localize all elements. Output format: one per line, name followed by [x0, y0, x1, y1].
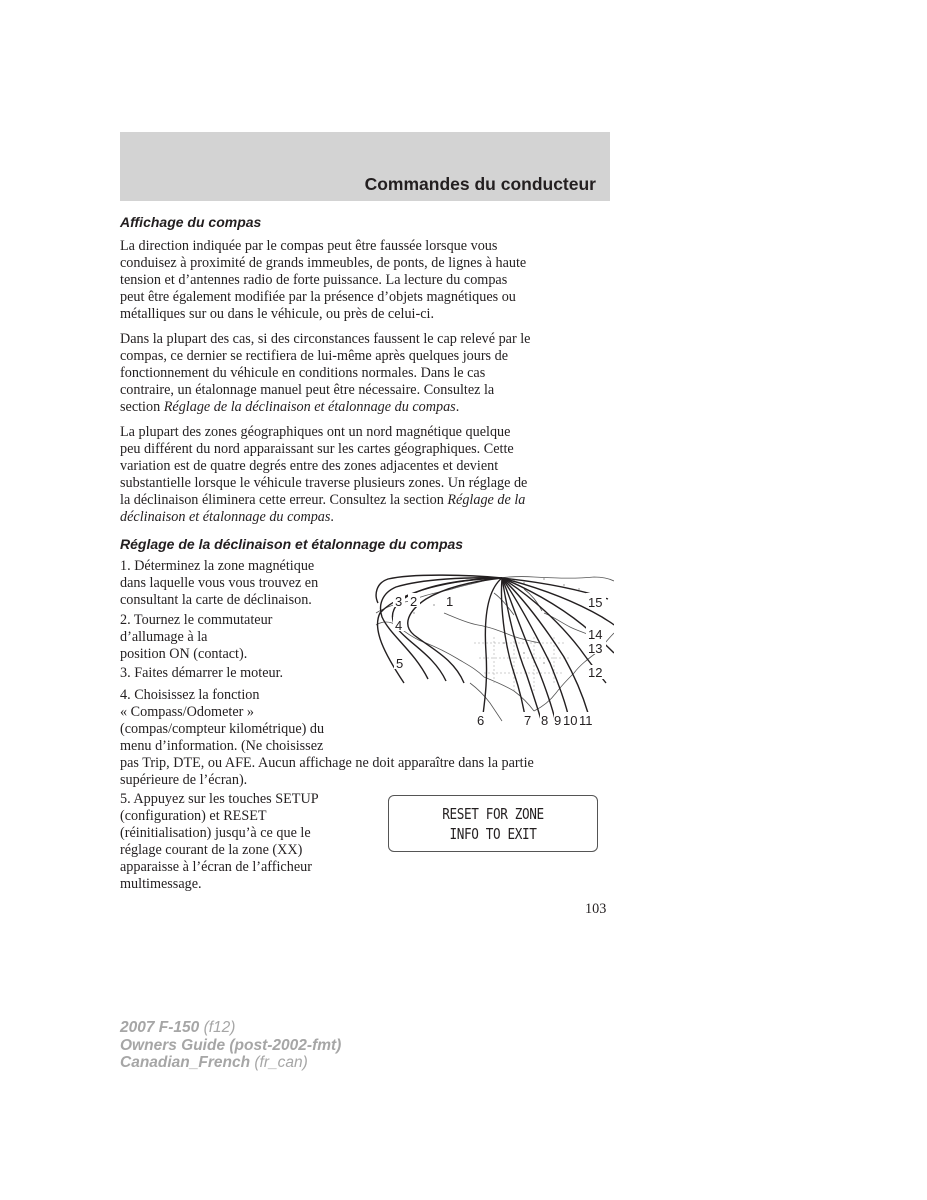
- zone-label-7: 7: [524, 713, 532, 728]
- text-line: 2. Tournez le commutateur: [120, 612, 273, 628]
- text-line: supérieure de l’écran).: [120, 772, 248, 789]
- text-line: (compas/compteur kilométrique) du: [120, 721, 325, 738]
- text-line: compas, ce dernier se rectifiera de lui-même après quelques jours de: [120, 348, 509, 365]
- zone-label-12: 12: [588, 665, 603, 680]
- zone-label-11: 11: [579, 713, 593, 728]
- footer-line-model: 2007 F-150 (f12): [120, 1019, 236, 1036]
- message-center-display: [388, 795, 598, 852]
- step-4-continued: [120, 755, 612, 789]
- text-line: variation est de quatre degrés entre des zones adjacentes et devient: [120, 458, 499, 475]
- chapter-header: [120, 132, 610, 201]
- text-line: section Réglage de la déclinaison et étalonnage du compas.: [120, 399, 460, 416]
- paragraph-1: [120, 238, 612, 323]
- cross-reference: Réglage de la déclinaison et étalonnage du compas: [163, 399, 456, 416]
- zone-label-9: 9: [554, 713, 562, 728]
- text-line: d’allumage à la: [120, 629, 208, 646]
- zone-label-6: 6: [477, 713, 485, 728]
- text-line: apparaisse à l’écran de l’afficheur: [120, 859, 312, 876]
- map-grid: [474, 637, 569, 693]
- zone-label-5: 5: [396, 656, 404, 671]
- text-line: position ON (contact).: [120, 646, 248, 663]
- text-line: Dans la plupart des cas, si des circonstances faussent le cap relevé par le: [120, 331, 531, 347]
- zone-label-3: 3: [395, 594, 403, 609]
- cross-reference: déclinaison et étalonnage du compas: [120, 509, 331, 526]
- text-line: (réinitialisation) jusqu’à ce que le: [120, 825, 311, 842]
- text-line: La plupart des zones géographiques ont un nord magnétique quelque: [120, 424, 511, 440]
- cross-reference: Réglage de la: [447, 492, 526, 509]
- zone-label-13: 13: [588, 641, 603, 656]
- section-heading-compass-display: Affichage du compas: [120, 214, 262, 230]
- page-number: 103: [585, 901, 607, 917]
- zone-label-10: 10: [563, 713, 578, 728]
- text-line: déclinaison et étalonnage du compas.: [120, 509, 334, 526]
- text-line: fonctionnement du véhicule en conditions normales. Dans le cas: [120, 365, 486, 382]
- declination-zone-map: [374, 573, 614, 733]
- document-footer: [120, 1019, 341, 1072]
- zone-label-15: 15: [588, 595, 603, 610]
- text-line: menu d’information. (Ne choisissez: [120, 738, 324, 755]
- step-3: [120, 665, 368, 682]
- step-4: [120, 687, 368, 755]
- paragraph-3: [120, 424, 612, 527]
- text-line: pas Trip, DTE, ou AFE. Aucun affichage ne doit apparaître dans la partie: [120, 755, 534, 771]
- text-line: 5. Appuyez sur les touches SETUP: [120, 791, 319, 807]
- text-line: « Compass/Odometer »: [120, 704, 254, 721]
- text-line: réglage courant de la zone (XX): [120, 842, 303, 859]
- zone-label-4: 4: [395, 618, 403, 633]
- zone-label-8: 8: [541, 713, 549, 728]
- text-line: tension et d’antennes radio de forte puissance. La lecture du compas: [120, 272, 508, 289]
- zone-map-svg: [374, 573, 614, 733]
- text-line: peu différent du nord apparaissant sur les cartes géographiques. Cette: [120, 441, 514, 458]
- text-line: contraire, un étalonnage manuel peut être nécessaire. Consultez la: [120, 382, 495, 399]
- text-line: peut être également modifiée par la présence d’objets magnétiques ou: [120, 289, 516, 306]
- text-line: (configuration) et RESET: [120, 808, 267, 825]
- text-line: dans laquelle vous vous trouvez en: [120, 575, 319, 592]
- step-2: [120, 612, 368, 663]
- step-5: [120, 791, 368, 894]
- zone-labels: [393, 593, 606, 728]
- display-line-1: RESET FOR ZONE: [442, 805, 544, 823]
- zone-label-2: 2: [410, 594, 418, 609]
- text-line: La direction indiquée par le compas peut être faussée lorsque vous: [120, 238, 498, 254]
- text-line: consultant la carte de déclinaison.: [120, 592, 312, 609]
- chapter-title: Commandes du conducteur: [364, 174, 596, 194]
- text-line: la déclinaison éliminera cette erreur. Consultez la section Réglage de la: [120, 492, 526, 509]
- map-land-texture: [397, 578, 590, 664]
- text-line: substantielle lorsque le véhicule traverse plusieurs zones. Un réglage de: [120, 475, 528, 492]
- paragraph-2: [120, 331, 612, 416]
- footer-line-locale: Canadian_French (fr_can): [120, 1054, 308, 1071]
- text-line: conduisez à proximité de grands immeubles, de ponts, de lignes à haute: [120, 255, 527, 272]
- step-1: [120, 558, 368, 609]
- text-line: 1. Déterminez la zone magnétique: [120, 558, 315, 574]
- footer-line-guide: Owners Guide (post-2002-fmt): [120, 1036, 342, 1054]
- zone-label-14: 14: [588, 627, 603, 642]
- display-line-2: INFO TO EXIT: [449, 825, 537, 843]
- zone-label-1: 1: [446, 594, 454, 609]
- section-heading-declination: Réglage de la déclinaison et étalonnage du compas: [120, 536, 464, 552]
- text-line: 4. Choisissez la fonction: [120, 687, 260, 703]
- text-line: multimessage.: [120, 876, 202, 893]
- text-line: métalliques sur ou dans le véhicule, ou près de celui-ci.: [120, 306, 434, 323]
- text-line: 3. Faites démarrer le moteur.: [120, 665, 284, 681]
